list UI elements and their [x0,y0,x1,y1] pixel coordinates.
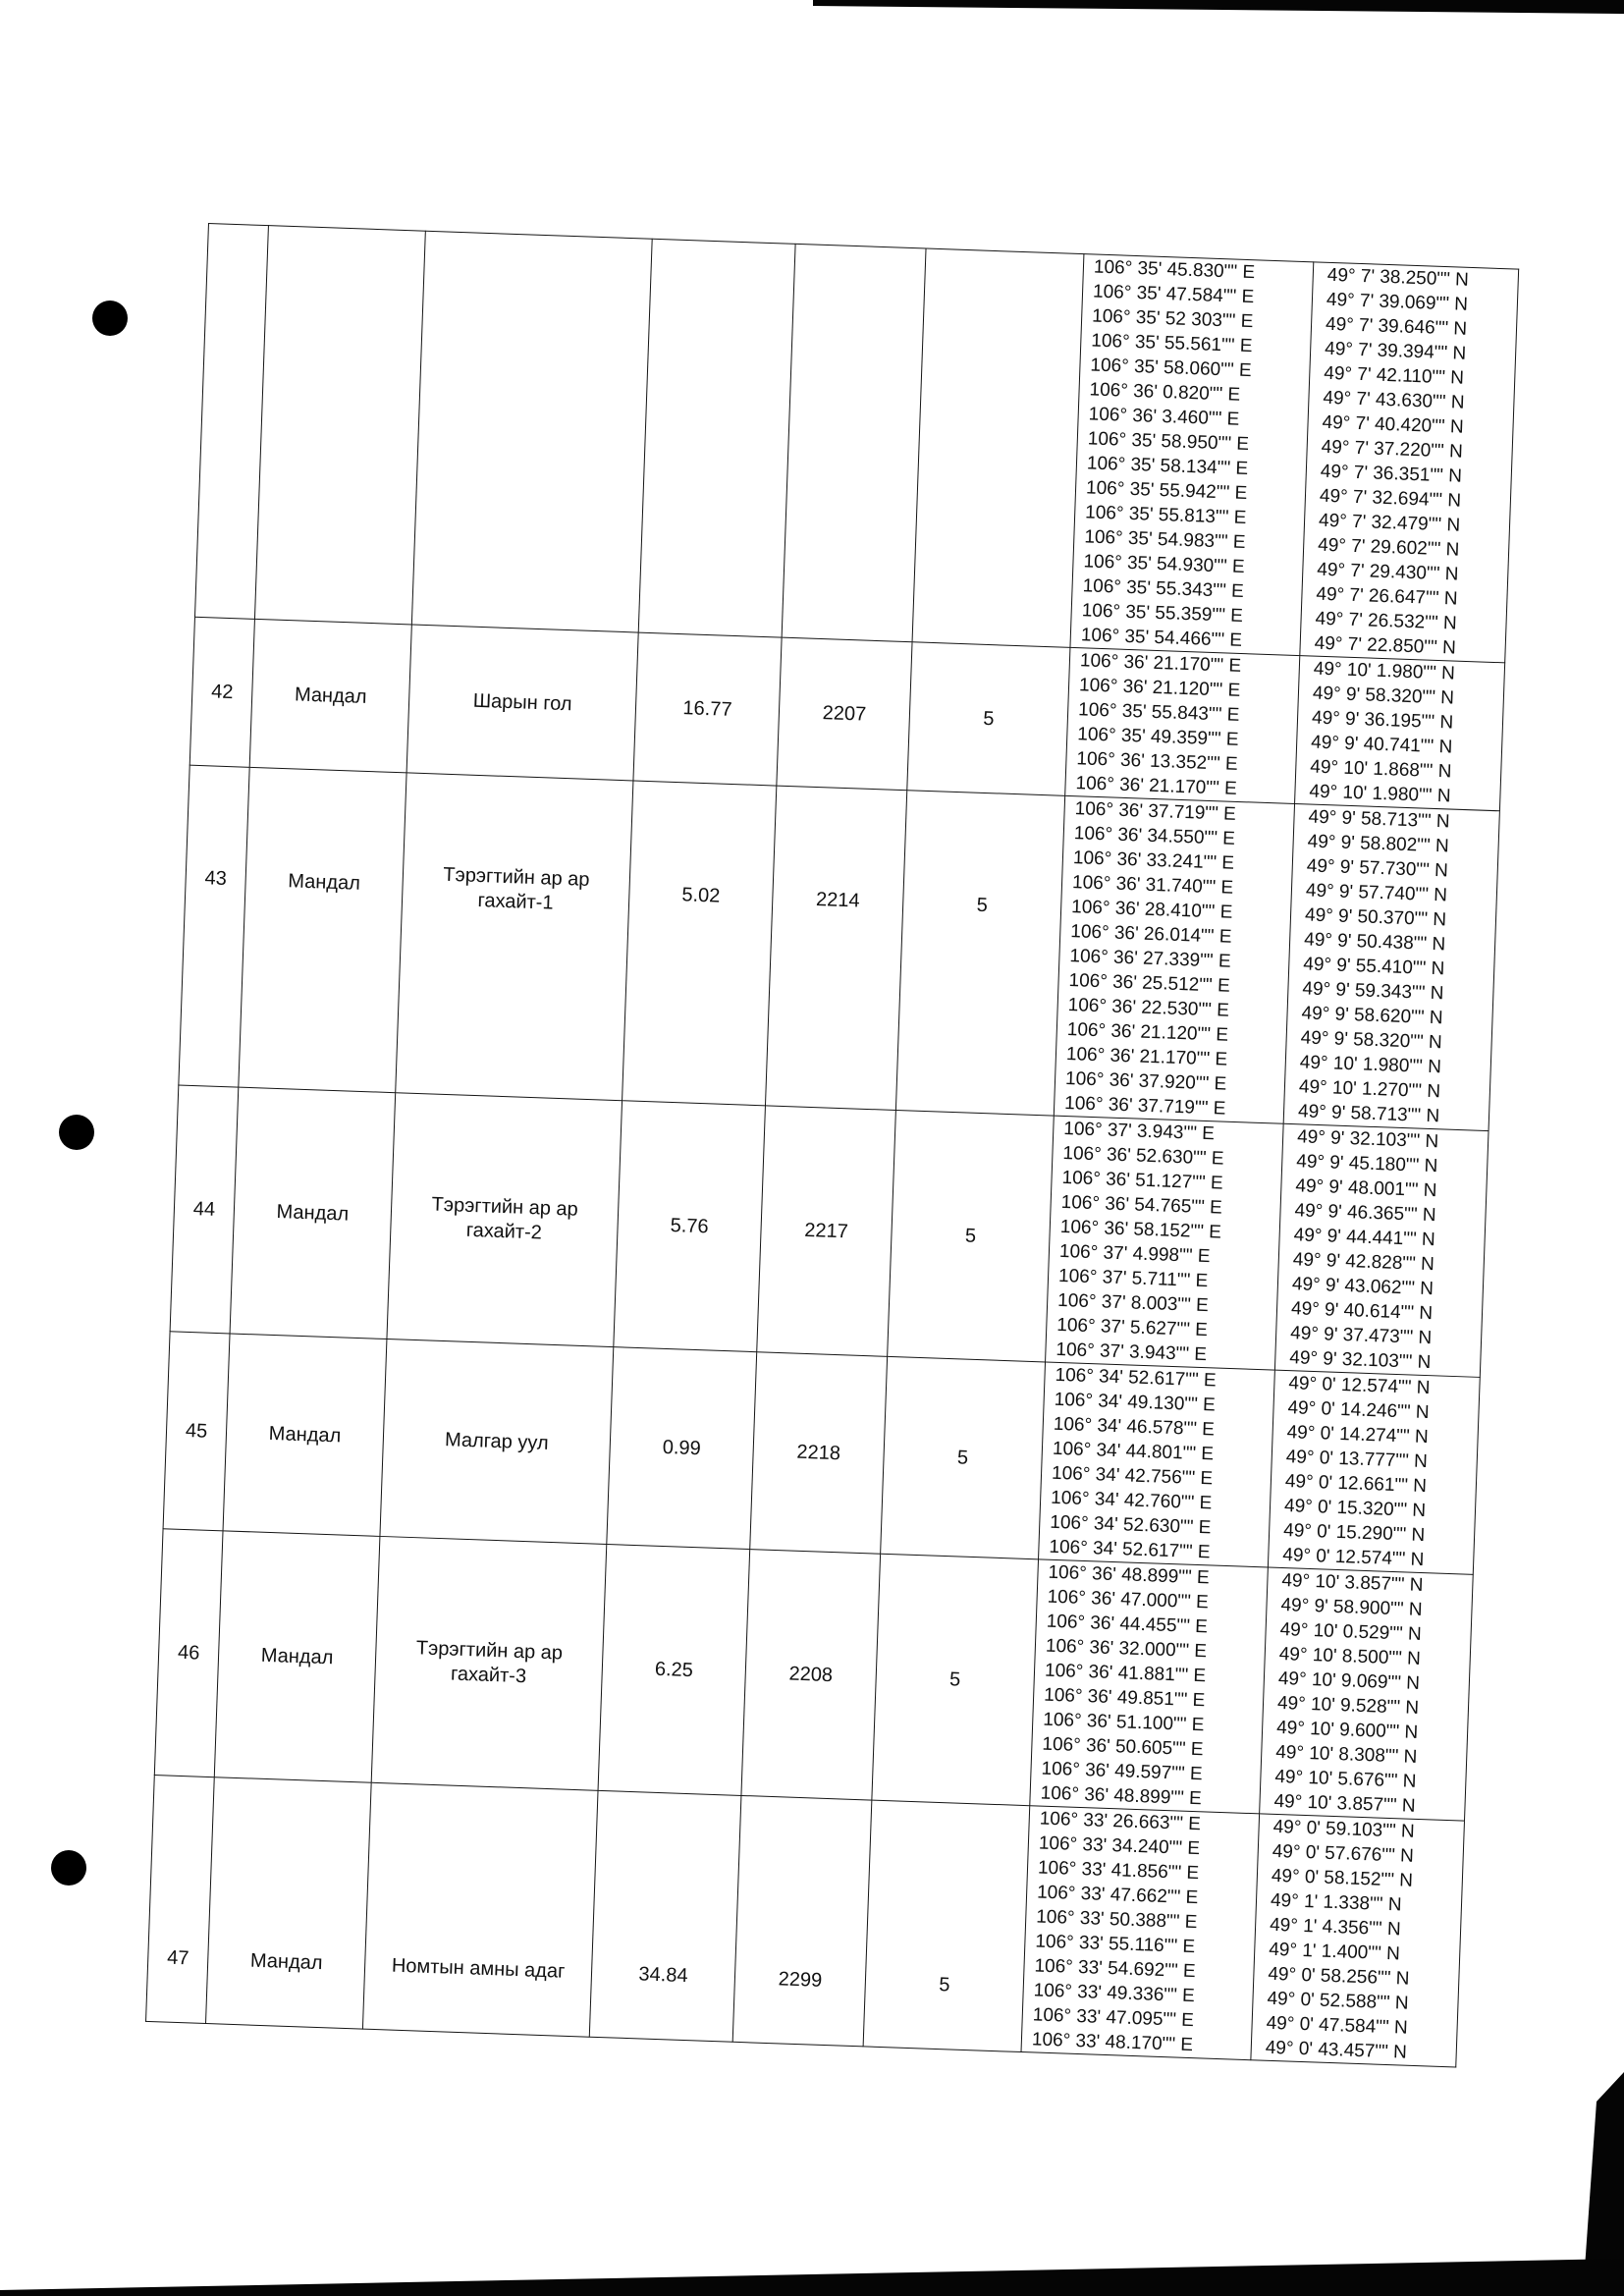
table-body [146,224,1519,2067]
latitude-value: 49° 9' 58.900"" N [1280,1594,1423,1621]
latitude-value: 49° 0' 52.588"" N [1267,1988,1409,2014]
latitude-value: 49° 0' 47.584"" N [1266,2012,1409,2039]
longitude-value: 106° 36' 47.000"" E [1047,1586,1210,1613]
longitude-value: 106° 36' 41.881"" E [1044,1660,1207,1687]
latitude-value: 49° 0' 14.274"" N [1286,1422,1430,1449]
area-value: 6.25 [654,1658,694,1681]
site-name-cell [371,1536,607,1790]
longitude-value: 106° 37' 3.943"" E [1062,1118,1216,1145]
longitude-value: 106° 35' 55.942"" E [1085,477,1248,505]
latitude-value: 49° 9' 58.320"" N [1300,1027,1443,1054]
longitude-value: 106° 35' 52 303"" E [1091,305,1254,333]
longitude-value: 106° 36' 27.339"" E [1069,946,1231,972]
longitude-value: 106° 35' 55.843"" E [1077,699,1240,726]
code-value-cell [741,1550,881,1800]
latitude-value: 49° 7' 39.646"" N [1325,313,1468,340]
latitude-value: 49° 7' 37.220"" N [1321,436,1464,463]
latitude-value: 49° 9' 44.441"" N [1293,1225,1436,1251]
soum-name-cell [223,1334,387,1536]
latitude-value: 49° 7' 43.630"" N [1323,387,1465,413]
latitude-value: 49° 7' 36.351"" N [1320,461,1463,487]
latitude-value: 49° 9' 40.741"" N [1310,732,1453,758]
count-value: 5 [938,1973,950,1995]
longitude-value: 106° 35' 49.359"" E [1077,724,1239,750]
code-value: 2299 [778,1967,823,1992]
latitude-value: 49° 9' 32.103"" N [1296,1126,1439,1153]
site-name [419,428,645,436]
latitude-value: 49° 10' 3.857"" N [1281,1570,1424,1597]
area-value: 5.76 [670,1214,709,1237]
row-number-cell [189,617,254,767]
latitude-value: 49° 9' 58.802"" N [1307,831,1450,857]
longitude-value: 106° 37' 5.711"" E [1057,1265,1209,1292]
latitude-value: 49° 0' 12.574"" N [1281,1545,1425,1571]
latitude-value: 49° 7' 40.420"" N [1322,411,1464,438]
code-value-cell [732,1795,872,2046]
latitude-value: 49° 10' 8.308"" N [1274,1741,1418,1768]
latitude-value: 49° 0' 43.457"" N [1265,2037,1408,2063]
latitude-cell [1251,1814,1465,2067]
longitude-value: 106° 33' 50.388"" E [1035,1906,1198,1934]
code-value: 2218 [796,1441,841,1464]
row-number-cell [170,1085,239,1334]
latitude-value: 49° 9' 43.062"" N [1291,1274,1435,1300]
longitude-value: 106° 34' 52.617"" E [1055,1364,1218,1392]
longitude-value: 106° 36' 13.352"" E [1076,748,1238,775]
longitude-value: 106° 36' 54.765"" E [1060,1191,1223,1219]
latitude-value: 49° 1' 1.400"" N [1268,1939,1401,1965]
soum-name-cell [249,619,411,772]
longitude-value: 106° 35' 47.584"" E [1092,281,1255,308]
row-number: 43 [204,867,228,891]
latitude-value: 49° 0' 15.320"" N [1283,1496,1427,1522]
longitude-value: 106° 33' 26.663"" E [1039,1808,1202,1835]
count-value-cell [863,1800,1030,2051]
soum-name-cell [230,1087,396,1339]
latitude-value: 49° 10' 1.270"" N [1298,1076,1441,1103]
latitude-value: 49° 10' 9.069"" N [1277,1667,1421,1694]
latitude-value: 49° 7' 39.394"" N [1324,338,1467,364]
longitude-value: 106° 36' 44.455"" E [1046,1611,1209,1638]
latitude-cell [1268,1370,1480,1574]
latitude-value: 49° 7' 32.479"" N [1318,510,1461,536]
longitude-value: 106° 34' 52.630"" E [1049,1511,1212,1539]
longitude-value: 106° 36' 0.820"" E [1089,379,1241,406]
longitude-cell [1054,795,1294,1123]
row-number: 42 [210,680,234,703]
soum-name-cell [239,767,406,1092]
punch-hole [92,301,128,336]
longitude-value: 106° 35' 54.466"" E [1080,625,1243,652]
latitude-value: 49° 0' 12.574"" N [1288,1373,1431,1399]
longitude-value: 106° 36' 33.241"" E [1072,847,1235,874]
latitude-value: 49° 7' 29.602"" N [1317,534,1460,561]
row-number: 45 [185,1419,208,1443]
latitude-value: 49° 0' 12.661"" N [1284,1471,1428,1498]
latitude-value: 49° 9' 32.103"" N [1288,1347,1432,1374]
longitude-value: 106° 36' 28.410"" E [1070,897,1233,923]
longitude-value: 106° 36' 34.550"" E [1073,823,1236,849]
coordinates-table-wrapper [145,223,1519,2068]
longitude-value: 106° 33' 47.095"" E [1032,2004,1195,2032]
table-row [179,765,1500,1130]
code-value: 2217 [803,1219,849,1242]
area-value: 5.02 [681,884,721,907]
latitude-value: 49° 9' 36.195"" N [1311,707,1454,734]
longitude-value: 106° 35' 58.060"" E [1090,355,1252,382]
area-value-cell [614,1101,766,1352]
longitude-value: 106° 36' 51.127"" E [1061,1167,1224,1194]
site-name: Малгар уул [444,1428,550,1454]
count-value: 5 [964,1225,977,1247]
latitude-value: 49° 10' 1.980"" N [1299,1052,1442,1078]
count-value: 5 [956,1446,969,1469]
latitude-value: 49° 9' 55.410"" N [1302,954,1445,980]
site-name-cell [380,1339,614,1545]
longitude-value: 106° 36' 25.512"" E [1068,970,1231,997]
longitude-value: 106° 36' 21.120"" E [1066,1019,1229,1046]
count-value-cell [907,642,1070,796]
row-number: 46 [177,1641,200,1665]
soum-name: Мандал [249,1949,323,1974]
code-value-cell [750,1352,888,1555]
latitude-value: 49° 9' 58.713"" N [1297,1101,1440,1127]
longitude-value: 106° 36' 21.170"" E [1079,650,1242,677]
longitude-value: 106° 36' 21.170"" E [1075,773,1238,799]
longitude-value: 106° 36' 37.719"" E [1063,1092,1226,1120]
longitude-value: 106° 34' 52.617"" E [1049,1536,1211,1563]
latitude-cell [1260,1567,1474,1821]
area-value: 34.84 [638,1962,688,1987]
area-value: 0.99 [662,1436,702,1459]
count-value: 5 [948,1667,961,1691]
longitude-value: 106° 37' 8.003"" E [1056,1289,1210,1317]
longitude-value: 106° 36' 26.014"" E [1069,921,1232,948]
area-value-cell [607,1347,757,1550]
latitude-value: 49° 0' 14.246"" N [1287,1397,1430,1424]
latitude-value: 49° 0' 13.777"" N [1285,1447,1429,1473]
longitude-value: 106° 37' 5.627"" E [1056,1314,1209,1341]
site-name-cell [396,773,633,1101]
latitude-value: 49° 10' 9.600"" N [1275,1717,1419,1743]
site-name-cell [406,625,638,781]
latitude-value: 49° 9' 57.740"" N [1305,880,1448,906]
longitude-value: 106° 35' 58.950"" E [1087,428,1250,456]
row-number-cell [154,1529,223,1777]
latitude-cell [1295,656,1505,811]
latitude-value: 49° 7' 26.532"" N [1315,608,1457,634]
scan-edge-bottom [0,2259,1624,2296]
longitude-cell [1070,254,1314,656]
longitude-value: 106° 36' 48.899"" E [1048,1561,1211,1589]
soum-name: Мандал [288,870,361,895]
row-number-cell [146,1776,215,2024]
soum-name-cell [254,226,425,625]
longitude-cell [1065,647,1300,803]
site-name: Тэрэгтийн ар ар гахайт-2 [431,1193,579,1244]
latitude-value: 49° 10' 9.528"" N [1276,1692,1420,1719]
longitude-cell [1046,1116,1284,1370]
site-name: Тэрэгтийн ар ар гахайт-1 [443,863,590,914]
area-value-cell [623,781,777,1106]
longitude-value: 106° 35' 45.830"" E [1093,256,1256,284]
latitude-value: 49° 0' 58.256"" N [1268,1963,1410,1990]
longitude-value: 106° 36' 21.170"" E [1065,1044,1228,1070]
longitude-value: 106° 36' 31.740"" E [1071,872,1234,899]
longitude-value: 106° 36' 49.597"" E [1041,1758,1204,1785]
longitude-value: 106° 36' 21.120"" E [1078,675,1241,701]
latitude-value: 49° 9' 58.620"" N [1301,1003,1443,1029]
code-value: 2208 [788,1663,834,1686]
site-name: Тэрэгтийн ар ар гахайт-3 [415,1637,564,1688]
longitude-cell [1039,1362,1275,1567]
latitude-value: 49° 7' 39.069"" N [1326,289,1469,315]
table-row [170,1085,1489,1377]
site-name: Шарын гол [472,689,572,715]
latitude-value: 49° 7' 42.110"" N [1323,362,1465,389]
site-name-cell [387,1093,623,1347]
longitude-value: 106° 36' 50.605"" E [1042,1733,1204,1761]
latitude-value: 49° 1' 1.338"" N [1270,1889,1402,1916]
longitude-value: 106° 36' 52.630"" E [1062,1142,1224,1170]
longitude-value: 106° 33' 55.116"" E [1035,1931,1196,1958]
longitude-value: 106° 35' 55.813"" E [1084,502,1247,529]
latitude-value: 49° 9' 59.343"" N [1302,978,1444,1005]
count-value: 5 [982,707,995,730]
soum-name: Мандал [276,1200,350,1226]
latitude-cell [1300,262,1519,663]
area-value [646,436,788,441]
latitude-value: 49° 9' 50.370"" N [1304,904,1447,931]
longitude-value: 106° 35' 55.359"" E [1081,600,1244,628]
table-row [146,1776,1465,2067]
count-value [920,445,1077,451]
latitude-value: 49° 10' 3.857"" N [1273,1790,1416,1817]
area-value-cell [633,632,782,786]
latitude-value: 49° 10' 8.500"" N [1278,1643,1422,1669]
latitude-value: 49° 10' 5.676"" N [1274,1766,1417,1792]
site-name-cell [411,231,652,632]
latitude-value: 49° 10' 1.980"" N [1313,658,1456,684]
longitude-value: 106° 36' 37.719"" E [1074,798,1237,825]
longitude-value: 106° 35' 55.561"" E [1090,330,1253,357]
latitude-value: 49° 0' 57.676"" N [1272,1840,1415,1867]
latitude-value: 49° 7' 32.694"" N [1319,485,1462,512]
longitude-value: 106° 34' 42.756"" E [1051,1462,1214,1490]
longitude-value: 106° 35' 54.930"" E [1083,551,1245,578]
latitude-value: 49° 9' 50.438"" N [1303,929,1446,956]
longitude-cell [1021,1806,1260,2060]
longitude-value: 106° 33' 48.170"" E [1031,2029,1194,2056]
longitude-value: 106° 35' 58.134"" E [1086,453,1249,480]
row-number: 47 [166,1946,189,1969]
table-row [194,224,1518,663]
longitude-value: 106° 37' 4.998"" E [1058,1240,1211,1268]
soum-name: Мандал [268,1422,342,1447]
longitude-value: 106° 33' 49.336"" E [1033,1980,1196,2007]
row-number-cell [163,1332,230,1531]
site-name: Номтын амны адаг [391,1954,566,1983]
code-value-cell [777,637,912,791]
longitude-value: 106° 35' 55.343"" E [1082,575,1245,603]
punch-hole [51,1850,86,1886]
count-value-cell [888,1110,1055,1361]
latitude-cell [1274,1123,1489,1377]
row-number-cell [179,765,249,1087]
punch-hole [59,1115,94,1150]
latitude-value: 49° 10' 0.529"" N [1279,1618,1423,1645]
latitude-value: 49° 9' 58.713"" N [1308,806,1450,833]
latitude-value: 49° 9' 46.365"" N [1294,1200,1436,1227]
latitude-cell [1283,803,1499,1130]
latitude-value: 49° 0' 58.152"" N [1271,1865,1414,1891]
latitude-value: 49° 9' 48.001"" N [1295,1175,1437,1202]
count-value-cell [872,1554,1039,1805]
longitude-value: 106° 34' 49.130"" E [1054,1389,1217,1416]
soum-name: Мандал [260,1644,334,1668]
longitude-value: 106° 36' 49.851"" E [1043,1684,1206,1712]
area-value-cell [598,1544,750,1795]
longitude-value: 106° 36' 22.530"" E [1067,995,1230,1021]
longitude-value: 106° 36' 37.920"" E [1064,1068,1227,1095]
latitude-value: 49° 9' 57.730"" N [1306,855,1449,882]
longitude-value: 106° 34' 44.801"" E [1052,1438,1215,1465]
latitude-value: 49° 9' 45.180"" N [1295,1151,1438,1177]
soum-name [262,422,418,428]
area-value: 16.77 [682,696,732,721]
longitude-value: 106° 34' 46.578"" E [1053,1413,1216,1441]
count-value-cell [912,248,1084,647]
latitude-value: 49° 9' 37.473"" N [1289,1323,1433,1349]
latitude-value: 49° 7' 22.850"" N [1314,632,1457,659]
site-name-cell [362,1782,598,2037]
latitude-value: 49° 0' 15.290"" N [1282,1520,1426,1547]
longitude-value: 106° 36' 48.899"" E [1040,1782,1203,1810]
code-value: 2207 [822,701,867,726]
longitude-value: 106° 33' 34.240"" E [1038,1832,1201,1860]
code-value-cell [757,1106,896,1356]
latitude-value: 49° 10' 1.868"" N [1309,756,1452,783]
coordinates-table [145,223,1519,2068]
latitude-value: 49° 9' 58.320"" N [1312,683,1455,709]
soum-name: Мандал [294,683,367,708]
longitude-value: 106° 33' 47.662"" E [1036,1882,1199,1909]
latitude-value: 49° 9' 40.614"" N [1290,1298,1434,1325]
longitude-value: 106° 36' 51.100"" E [1042,1709,1205,1736]
code-value-cell [765,786,906,1110]
longitude-value: 106° 36' 3.460"" E [1088,404,1240,430]
code-value: 2214 [815,889,860,912]
code-value [789,441,919,446]
latitude-value: 49° 7' 26.647"" N [1316,583,1458,610]
row-number: 44 [192,1197,216,1221]
soum-name-cell [206,1777,372,2029]
latitude-value: 49° 1' 4.356"" N [1269,1914,1401,1941]
longitude-value: 106° 37' 3.943"" E [1056,1339,1208,1366]
scan-edge-top [813,0,1624,14]
count-value-cell [881,1356,1046,1558]
code-value-cell [782,244,926,641]
latitude-value: 49° 9' 42.828"" N [1292,1249,1435,1276]
table-row [154,1529,1473,1821]
longitude-value: 106° 33' 54.692"" E [1034,1955,1197,1983]
count-value: 5 [976,894,989,917]
longitude-value: 106° 34' 42.760"" E [1050,1487,1213,1514]
latitude-value: 49° 7' 38.250"" N [1326,264,1470,291]
count-value-cell [895,791,1064,1116]
longitude-cell [1030,1559,1269,1814]
latitude-value: 49° 7' 29.430"" N [1316,559,1459,585]
longitude-value: 106° 36' 58.152"" E [1059,1216,1222,1243]
longitude-value: 106° 33' 41.856"" E [1037,1857,1200,1885]
area-value-cell [589,1790,741,2042]
row-number [202,420,261,422]
soum-name-cell [214,1531,380,1782]
area-value-cell [638,239,795,637]
longitude-value: 106° 35' 54.983"" E [1084,526,1246,554]
latitude-value: 49° 0' 59.103"" N [1272,1816,1416,1842]
longitude-value: 106° 36' 32.000"" E [1045,1635,1208,1663]
latitude-value: 49° 10' 1.980"" N [1309,781,1451,807]
